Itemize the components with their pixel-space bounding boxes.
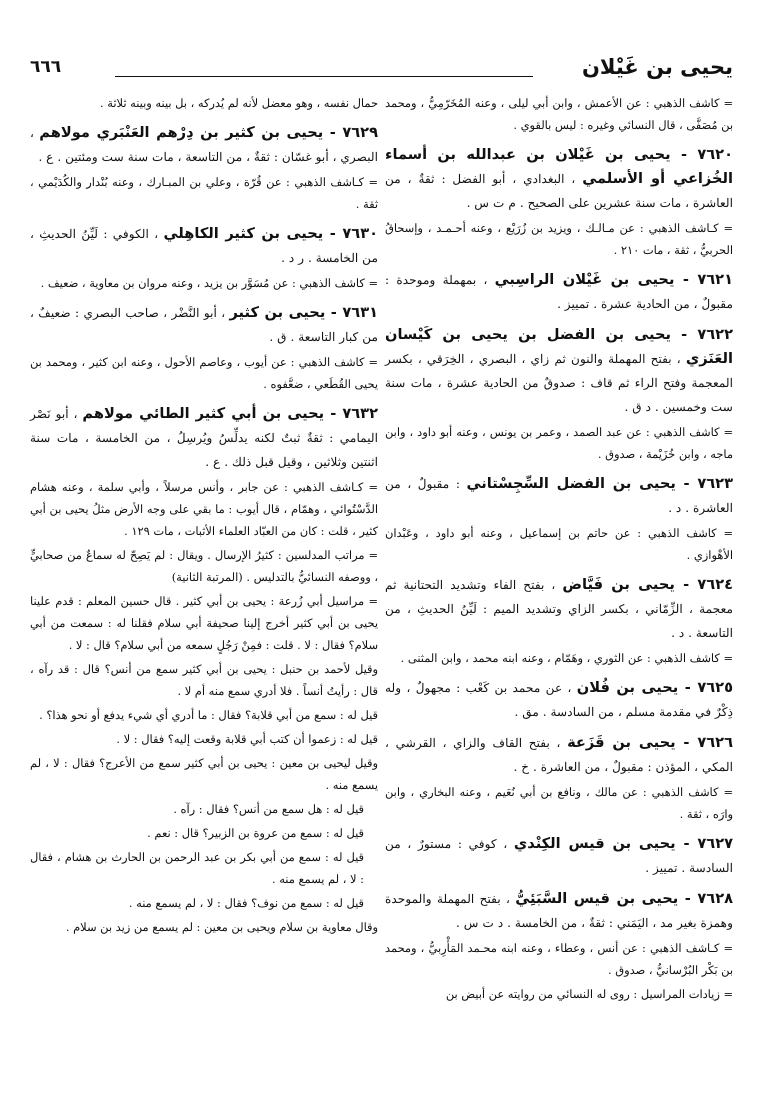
entry-text: ، بفتح القاف والزاي ، القرشي ، المكي ، المؤذن : مقبولٌ ، من العاشرة . خ . xyxy=(385,736,733,774)
entry xyxy=(385,323,733,419)
header-rule xyxy=(115,76,533,77)
note: = كاشف الذهبي : عن الأعمش ، وابن أبي ليلى ، وعنه المُخَرّمِيُّ ، ومحمد بن مُصَفَّى ، قال النسائي وغيره : ليس بالقوي . xyxy=(385,96,733,132)
entry-name: ٧٦٢٧ - يحيى بن قيس الكِنْدي xyxy=(513,835,734,852)
entry xyxy=(385,887,733,935)
entry-name: ٧٦٢٤ - يحيى بن فَيَّاض xyxy=(562,576,734,593)
note: = كاشف الذهبي : عن الثوري ، وهَمّام ، وعنه ابنه محمد ، وابن المثنى . xyxy=(400,651,733,665)
entry-name: ٧٦٢٦ - يحيى بن قَزَعة xyxy=(567,734,733,751)
entry-name: ٧٦٢٠ - يحيى بن غَيْلان بن عبدالله بن أسماء الخُزاعي أو الأسلمي xyxy=(385,146,733,187)
entry xyxy=(385,472,733,520)
entry-name: ٧٦٣٢ - يحيى بن أبي كثير الطائي مولاهم xyxy=(82,405,378,422)
entry-name: ٧٦٣١ - يحيى بن كثير xyxy=(229,304,379,321)
page-number: ٦٦٦ xyxy=(30,57,62,77)
entry-name: ٧٦٢٢ - يحيى بن الفضل بن يحيى بن كَيْسان العَنَزي xyxy=(385,326,734,367)
entry xyxy=(385,143,733,215)
two-column-body xyxy=(30,92,733,1007)
entry-text: ، كوفي : مستورٌ ، من السادسة . تمييز . xyxy=(385,837,733,875)
note: = مراتب المدلسين : كثيرُ الإرسال . ويقال : لم يَصِحّ له سماعٌ من صحابيٍّ ، ووصفه النسائيُّ بالتدليس . (المرتبة الثانية) xyxy=(30,548,378,584)
right-column xyxy=(385,92,733,1007)
note: = كاشف الذهبي : عن عبد الصمد ، وعمر بن يونس ، وعنه أبو داود ، وابن ماجه ، وابن خُزَيْمة ، صدوق . xyxy=(385,425,733,461)
entry xyxy=(30,121,378,169)
note: = كـاشف الذهبي : عن قُرّة ، وعلي بن المبـارك ، وعنه بُنْدار والكُدَيْمي ، ثقة . xyxy=(30,175,378,211)
note: = كاشف الذهبي : عن أيوب ، وعاصم الأحول ، وعنه ابن كثير ، ومحمد بن يحيى القُطَعي ، ضعَّفوه . xyxy=(30,355,378,391)
note: وقيل ليحيى بن معين : يحيى بن أبي كثير سمع من الأعرج؟ فقال : لا ، لم يسمع منه . xyxy=(30,756,378,792)
note: = كاشف الذهبي : عن مُسَوَّر بن يزيد ، وعنه مروان بن معاوية ، ضعيف . xyxy=(40,276,378,290)
note: حمال نفسه ، وهو معضل لأنه لم يُدركه ، بل بينه وبينه ثلاثة . xyxy=(100,96,378,110)
entry xyxy=(30,402,378,474)
running-head: يحيى بن غَيْلان xyxy=(581,55,733,79)
entry xyxy=(30,301,378,349)
entry xyxy=(385,731,733,779)
note: قيل له : زعموا أن كتب أبي قلابة وقعت إليه؟ فقال : لا . xyxy=(116,732,378,746)
entry xyxy=(385,268,733,316)
note: = كاشف الذهبي : عن حاتم بن إسماعيل ، وعنه أبو داود ، وعَبْدان الأهْوازي . xyxy=(385,526,733,562)
entry-name: ٧٦٢٥ - يحيى بن فُلان xyxy=(576,679,733,696)
note: = مراسيل أبي زُرعة : يحيى بن أبي كثير . قال حسين المعلم : قدم علينا يحيى بن أبي كثير أخرج إلينا صحيفة أبي سلام فقلنا له : سمعت من أبي سلام؟ فقال : لا . قلت : فمِنْ رَجُلٍ سمعه من أبي سلام؟ قال : لا . xyxy=(30,594,378,652)
entry-text: ، بفتح المهملة والنون ثم زاي ، البصري ، الخِرَقي ، بكسر المعجمة وفتح الراء ثم قاف : صدوقٌ من الحادية عشرة ، مات سنة ست وخمسين . د ق . xyxy=(385,352,733,414)
entry-text: ، بفتح الفاء وتشديد التحتانية ثم معجمة ، الزِّمّاني ، بكسر الزاي وتشديد الميم : لَيِّنُ الحديثِ ، من التاسعة . د . xyxy=(385,578,733,640)
page-header xyxy=(30,52,733,92)
note: = كاشف الذهبي : عن مالك ، ونافع بن أبي نُعَيم ، وعنه البخاري ، وابن وارَه ، ثقة . xyxy=(385,785,733,821)
entry-text: : مقبولٌ ، من العاشرة . د . xyxy=(385,477,733,515)
note: = كـاشف الذهبي : عن أنس ، وعطاء ، وعنه ابنه محـمد المَأْرِبيُّ ، ومحمد بن بَكْر البُرْسانيُّ ، صدوق . xyxy=(385,941,733,977)
sub-note: قيل له : سمع من أبي بكر بن عبد الرحمن بن الحارث بن هشام ، فقال : لا ، لم يسمع منه . xyxy=(30,850,364,886)
sub-note: قيل له : سمع من نوف؟ فقال : لا ، لم يسمع منه . xyxy=(128,896,364,910)
entry-name: ٧٦٢٣ - يحيى بن الفضل السِّجِسْتاني xyxy=(466,475,733,492)
entry-text: ، البغدادي ، أبو الفضل : ثقةٌ ، من العاشرة ، مات سنة عشرين على الصحيح . م ت س . xyxy=(385,172,733,210)
entry-name: ٧٦٢١ - يحيى بن غَيْلان الراسِبي xyxy=(494,271,733,288)
entry-name: ٧٦٢٩ - يحيى بن كثير بن دِرْهم العَنْبَري مولاهم xyxy=(39,124,378,141)
entry-text: ، أبو النَّضْر ، صاحب البصري : ضعيفٌ ، من كبار التاسعة . ق . xyxy=(30,306,378,344)
note: = كـاشف الذهبي : عن جابر ، وأنس مرسلاً ، وأبي سلمة ، وعنه هشام الدَّسْتُوائي ، وهمّام ، قال أيوب : ما بقي على وجه الأرض مثلُ يحيى بن أبي كثير ، قلت : كان من العبّاد العلماء الأثبات ، مات ١٢٩ . xyxy=(30,480,378,538)
entry xyxy=(385,832,733,880)
sub-note: قيل له : سمع من عروة بن الزبير؟ قال : نعم . xyxy=(147,826,364,840)
entry xyxy=(30,222,378,270)
note: وقال معاوية بن سلام ويحيى بن معين : لم يسمع من زيد بن سلام . xyxy=(65,920,378,934)
note: = زيادات المراسيل : روى له النسائي من روايته عن أبيض بن xyxy=(445,987,733,1001)
note: = كـاشف الذهبي : عن مـالـك ، ويزيد بن زُرَيْع ، وعنه أحـمـد ، وإسحاقُ الحربيُّ ، ثقة ، مات ٢١٠ . xyxy=(385,221,733,257)
entry-text: ، البصري ، أبو غسّان : ثقةٌ ، من التاسعة ، مات سنة ست ومئتين . ع . xyxy=(30,126,378,164)
entry xyxy=(385,676,733,724)
left-column xyxy=(30,92,378,1007)
sub-note: قيل له : هل سمع من أنس؟ فقال : رآه . xyxy=(173,802,364,816)
entry-text: ، الكوفي : لَيِّنُ الحديثِ ، من الخامسة . ر د . xyxy=(30,227,378,265)
entry-name: ٧٦٣٠ - يحيى بن كثير الكاهِلي xyxy=(163,225,379,242)
entry-text: ، عن محمد بن كَعْب : مجهولٌ ، وله ذِكْرٌ في مقدمة مسلم ، من السادسة . مق . xyxy=(385,681,733,719)
entry-text: ، بفتح المهملة والموحدة وهمزة بغير مد ، اليَمَني : ثقةٌ ، من الخامسة . د ت س . xyxy=(385,892,733,930)
entry-name: ٧٦٢٨ - يحيى بن قيس السَّبَئِيُّ xyxy=(515,890,734,907)
note: وقيل لأحمد بن حنبل : يحيى بن أبي كثير سمع من أنس؟ قال : قد رآه ، قال : رأيتُ أنساً . فلا أدري سمع منه أم لا . xyxy=(30,662,378,698)
entry xyxy=(385,573,733,645)
entry-text: ، بمهملة وموحدة : مقبولٌ ، من الحادية عشرة . تمييز . xyxy=(385,273,733,311)
note: قيل له : سمع من أبي قلابة؟ فقال : ما أدري أي شيء يدفع أو نحو هذا؟ . xyxy=(39,708,378,722)
entry-text: ، أبو نَصْر اليمامي : ثقةٌ ثبتٌ لكنه يدلِّسُ ويُرسِلُ ، من الخامسة ، مات سنة اثنتين وثلاثين ، وقيل قبل ذلك . ع . xyxy=(30,407,378,469)
